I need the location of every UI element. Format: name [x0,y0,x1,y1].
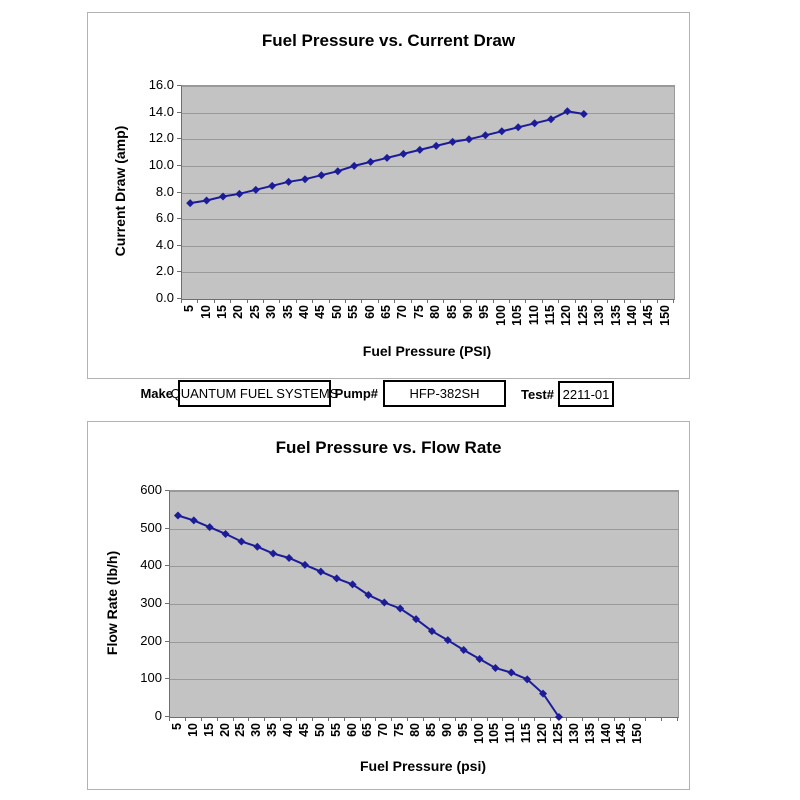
x-tick-mark [575,299,576,303]
y-tick-label: 400 [140,557,162,573]
y-axis-title: Current Draw (amp) [112,125,128,257]
x-tick-label: 85 [423,723,438,737]
y-tick-mark [177,218,181,219]
x-tick-label: 35 [280,305,295,319]
x-tick-label: 25 [247,305,262,319]
y-tick-mark [177,271,181,272]
x-tick-label: 85 [444,305,459,319]
x-tick-mark [230,299,231,303]
y-tick-label: 2.0 [155,263,174,279]
chart-title: Fuel Pressure vs. Flow Rate [275,438,502,457]
pump-number-label: Pump# [334,386,378,401]
y-tick-mark [177,112,181,113]
x-tick-label: 80 [428,305,443,319]
data-point-marker [317,171,325,179]
x-tick-label: 130 [592,305,607,326]
data-point-marker [253,543,261,551]
x-tick-label: 55 [346,305,361,319]
x-tick-label: 25 [233,723,248,737]
data-point-marker [432,142,440,150]
y-axis-title: Flow Rate (lb/h) [104,550,120,656]
y-tick-mark [165,490,169,491]
x-tick-mark [279,299,280,303]
x-tick-label: 35 [265,723,280,737]
x-tick-mark [394,299,395,303]
x-tick-label: 75 [392,723,407,737]
y-tick-mark [165,565,169,566]
x-tick-mark [328,717,329,721]
plot-area [169,490,679,718]
x-tick-label: 5 [182,305,197,312]
data-point-marker [301,175,309,183]
x-tick-mark [423,717,424,721]
y-tick-mark [177,165,181,166]
data-point-marker [476,655,484,663]
y-tick-label: 4.0 [155,236,174,252]
x-tick-mark [344,717,345,721]
x-tick-mark [407,717,408,721]
x-tick-mark [197,299,198,303]
x-tick-mark [263,299,264,303]
x-tick-label: 50 [329,305,344,319]
x-tick-mark [460,299,461,303]
y-tick-label: 14.0 [148,103,174,119]
x-tick-mark [411,299,412,303]
flow-rate-chart [87,421,690,790]
x-tick-mark [280,717,281,721]
x-tick-mark [443,299,444,303]
data-point-marker [491,664,499,672]
x-tick-label: 90 [439,723,454,737]
x-tick-label: 70 [395,305,410,319]
y-tick-label: 8.0 [155,183,174,199]
data-point-marker [333,574,341,582]
x-tick-mark [360,717,361,721]
data-point-marker [563,107,571,115]
x-tick-mark [233,717,234,721]
pump-number-value-box: HFP-382SH [383,380,506,407]
data-point-marker [547,115,555,123]
x-tick-label: 40 [297,305,311,319]
y-tick-label: 600 [140,482,162,497]
y-tick-mark [165,528,169,529]
x-tick-mark [645,717,646,721]
series-plot [170,491,678,717]
make-label: Make [140,386,173,401]
x-tick-mark [673,299,674,303]
x-tick-mark [345,299,346,303]
data-point-marker [190,516,198,524]
data-point-marker [235,190,243,198]
data-point-marker [317,568,325,576]
x-tick-label: 20 [217,723,232,737]
x-tick-label: 125 [550,723,565,744]
x-tick-mark [439,717,440,721]
x-tick-label: 5 [169,723,184,730]
x-tick-mark [264,717,265,721]
x-tick-mark [525,299,526,303]
y-tick-label: 0.0 [155,290,174,305]
x-tick-mark [296,299,297,303]
x-axis-title: Fuel Pressure (psi) [359,758,487,774]
data-point-marker [186,199,194,207]
data-point-marker [285,554,293,562]
data-point-marker [269,550,277,558]
x-tick-mark [214,299,215,303]
test-number-value-box: 2211-01 [558,381,614,407]
x-tick-mark [534,717,535,721]
x-tick-mark [296,717,297,721]
x-tick-mark [329,299,330,303]
y-tick-label: 12.0 [148,130,174,146]
x-tick-label: 110 [526,305,541,326]
x-tick-mark [471,717,472,721]
y-tick-mark [165,678,169,679]
y-tick-label: 10.0 [148,156,174,172]
x-tick-mark [677,717,678,721]
data-point-marker [206,523,214,531]
y-tick-label: 500 [140,519,162,535]
x-tick-mark [455,717,456,721]
x-tick-label: 150 [657,305,672,326]
x-tick-mark [185,717,186,721]
x-tick-label: 145 [641,305,656,326]
data-point-marker [481,131,489,139]
data-point-marker [465,135,473,143]
x-tick-mark [591,299,592,303]
x-tick-label: 30 [249,723,264,737]
x-tick-label: 20 [231,305,246,319]
data-point-marker [285,178,293,186]
x-tick-mark [502,717,503,721]
y-tick-label: 0 [154,708,162,723]
data-point-marker [237,537,245,545]
x-tick-label: 95 [477,305,492,319]
data-point-marker [498,127,506,135]
x-tick-mark [640,299,641,303]
x-tick-label: 115 [519,723,534,744]
data-point-marker [507,669,515,677]
y-tick-mark [177,138,181,139]
x-tick-label: 140 [598,723,613,744]
x-tick-label: 60 [344,723,359,737]
x-tick-mark [361,299,362,303]
x-tick-label: 145 [614,723,629,744]
data-point-marker [252,186,260,194]
x-tick-mark [558,299,559,303]
y-tick-mark [165,641,169,642]
series-plot [182,86,674,299]
x-tick-label: 105 [487,723,502,744]
x-tick-mark [247,299,248,303]
x-tick-label: 45 [313,305,328,319]
data-point-marker [514,123,522,131]
x-tick-label: 120 [535,723,550,744]
data-point-marker [383,154,391,162]
y-tick-label: 100 [140,670,162,686]
y-tick-label: 6.0 [155,210,174,226]
x-tick-label: 65 [379,305,393,319]
x-tick-mark [487,717,488,721]
x-tick-label: 55 [328,723,343,737]
x-tick-label: 120 [559,305,574,326]
x-axis-title: Fuel Pressure (PSI) [362,343,492,359]
y-tick-mark [165,603,169,604]
x-tick-label: 80 [408,723,423,737]
current-draw-chart [87,12,690,379]
x-tick-label: 10 [185,723,200,737]
make-value-box: QUANTUM FUEL SYSTEMS [178,380,331,407]
data-point-marker [268,182,276,190]
x-tick-label: 60 [362,305,377,319]
x-tick-label: 50 [312,723,327,737]
x-tick-label: 125 [575,305,590,326]
x-tick-mark [378,299,379,303]
data-point-marker [580,110,588,118]
data-point-marker [380,598,388,606]
x-tick-mark [427,299,428,303]
data-point-marker [350,162,358,170]
x-tick-label: 95 [455,723,470,737]
x-tick-mark [598,717,599,721]
x-tick-mark [582,717,583,721]
x-tick-mark [181,299,182,303]
x-tick-label: 110 [503,723,518,744]
y-tick-label: 200 [140,632,162,648]
x-tick-mark [312,299,313,303]
data-point-marker [367,158,375,166]
y-tick-label: 300 [140,595,162,610]
data-point-marker [334,167,342,175]
x-tick-mark [607,299,608,303]
x-tick-mark [518,717,519,721]
data-point-marker [219,192,227,200]
x-tick-label: 100 [471,723,486,744]
x-tick-label: 150 [630,723,645,744]
x-tick-mark [476,299,477,303]
x-tick-label: 15 [215,305,229,319]
data-point-marker [531,119,539,127]
x-tick-label: 135 [608,305,623,326]
x-tick-label: 10 [198,305,213,319]
x-tick-mark [542,299,543,303]
data-point-marker [416,146,424,154]
chart-title: Fuel Pressure vs. Current Draw [261,31,516,50]
x-tick-label: 65 [360,723,375,737]
y-tick-mark [177,85,181,86]
x-tick-label: 130 [566,723,581,744]
x-tick-mark [201,717,202,721]
x-tick-mark [614,717,615,721]
x-tick-mark [629,717,630,721]
series-line [178,516,559,718]
x-tick-label: 15 [201,723,216,737]
x-tick-label: 135 [582,723,597,744]
x-tick-label: 90 [461,305,475,319]
y-tick-mark [177,192,181,193]
x-tick-label: 30 [264,305,279,319]
data-point-marker [399,150,407,158]
x-tick-mark [566,717,567,721]
x-tick-mark [169,717,170,721]
x-tick-mark [624,299,625,303]
x-tick-mark [661,717,662,721]
x-tick-mark [550,717,551,721]
y-tick-label: 16.0 [148,77,174,92]
x-tick-mark [248,717,249,721]
x-tick-mark [375,717,376,721]
x-tick-mark [391,717,392,721]
x-tick-mark [217,717,218,721]
test-number-label: Test# [521,387,554,402]
x-tick-mark [657,299,658,303]
x-tick-label: 100 [493,305,508,326]
x-tick-mark [493,299,494,303]
x-tick-label: 140 [625,305,639,326]
data-point-marker [301,561,309,569]
plot-area [181,85,675,300]
x-tick-label: 40 [281,723,296,737]
x-tick-label: 75 [411,305,426,319]
x-tick-label: 115 [543,305,557,326]
x-tick-label: 70 [376,723,391,737]
data-point-marker [222,530,230,538]
x-tick-mark [312,717,313,721]
data-point-marker [174,511,182,519]
data-point-marker [449,138,457,146]
data-point-marker [203,196,211,204]
x-tick-label: 45 [296,723,311,737]
y-tick-mark [177,245,181,246]
x-tick-mark [509,299,510,303]
x-tick-label: 105 [510,305,525,326]
